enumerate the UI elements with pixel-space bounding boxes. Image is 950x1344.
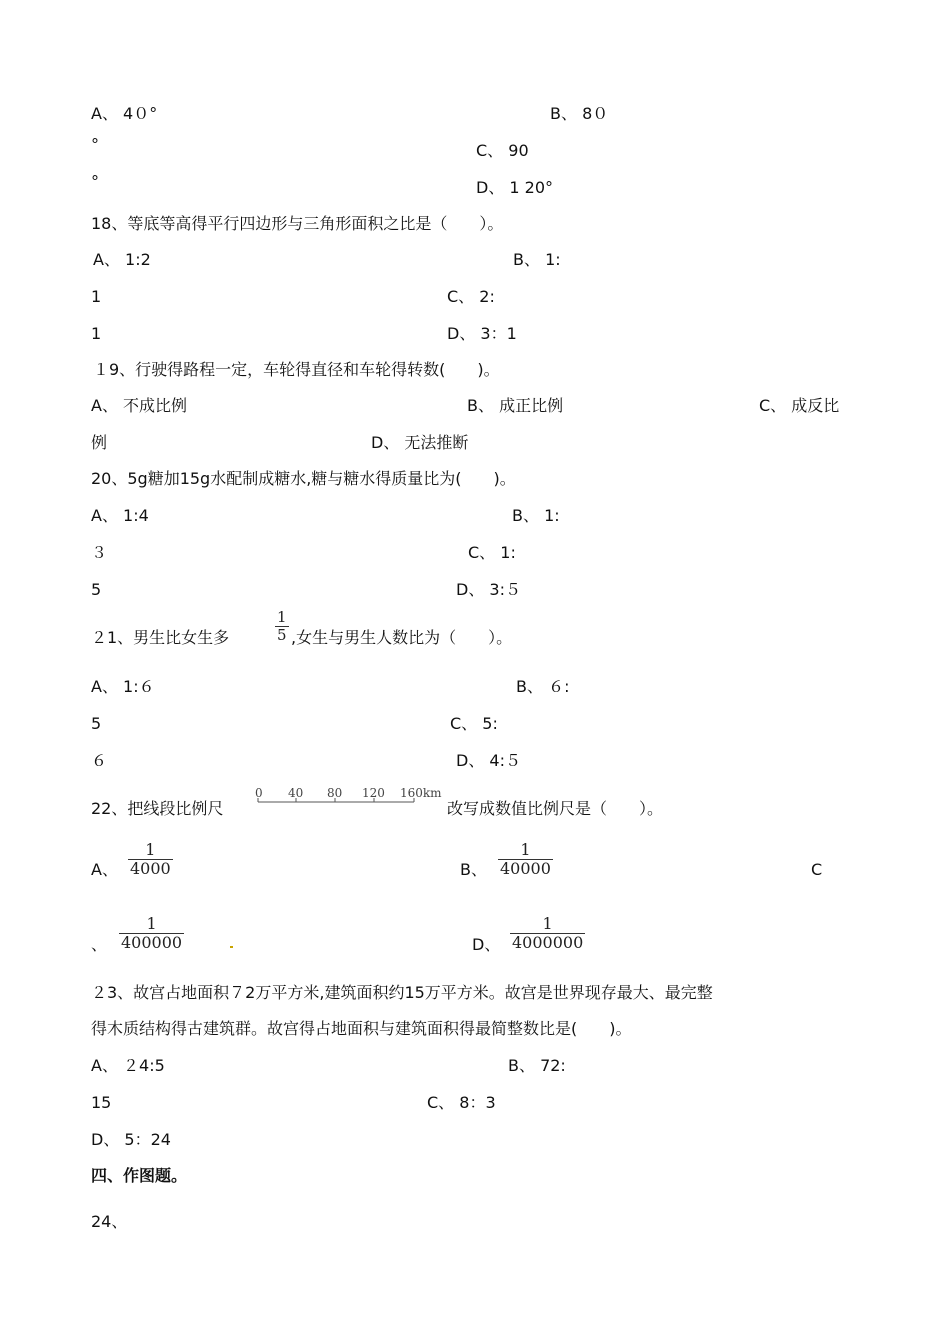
q21-stem-pre: ２1、男生比女生多 bbox=[91, 628, 230, 647]
q22-option-c-label-cont: 、 bbox=[91, 935, 108, 954]
q23-stem-line2: 得木质结构得古建筑群。故宫得占地面积与建筑面积得最简整数比是( )。 bbox=[91, 1019, 632, 1038]
q20-option-c: C、 1: bbox=[468, 543, 516, 562]
q18-option-b: B、 1: bbox=[513, 250, 561, 269]
q23-option-a: A、 ２4:5 bbox=[91, 1056, 165, 1075]
q22-stem-pre: 22、把线段比例尺 bbox=[91, 799, 224, 818]
q22-option-d-label: D、 bbox=[472, 935, 501, 954]
q21-option-c-cont: ６ bbox=[91, 751, 108, 770]
section-title-drawing: 四、作图题。 bbox=[91, 1166, 188, 1185]
q18-option-c: C、 2: bbox=[447, 287, 495, 306]
q22-b-denominator: 40000 bbox=[500, 859, 551, 878]
q19-option-c: C、 成反比 bbox=[759, 396, 840, 415]
q21-option-d: D、 4:５ bbox=[456, 751, 521, 770]
q23-stem-line1: ２3、故宫占地面积７2万平方米,建筑面积约15万平方米。故宫是世界现存最大、最完整 bbox=[91, 983, 713, 1002]
q22-option-d-fraction bbox=[510, 916, 585, 951]
q17-option-b-degree: ° bbox=[91, 135, 99, 154]
scale-label-120: 120 bbox=[362, 786, 385, 800]
q22-stem-post: 改写成数值比例尺是（ ）。 bbox=[447, 799, 664, 818]
q19-option-b: B、 成正比例 bbox=[467, 396, 564, 415]
q18-option-b-cont: 1 bbox=[91, 287, 102, 306]
q21-option-b: B、 ６: bbox=[516, 677, 570, 696]
q23-option-b-cont: 15 bbox=[91, 1093, 112, 1112]
scale-label-80: 80 bbox=[327, 786, 343, 800]
scale-label-0: 0 bbox=[255, 786, 263, 800]
q17-option-c-degree: ° bbox=[91, 172, 99, 191]
q21-option-b-cont: 5 bbox=[91, 714, 102, 733]
q18-option-a: A、 1:2 bbox=[93, 250, 151, 269]
q22-option-c-label: C bbox=[811, 860, 823, 879]
line-segment-scale bbox=[252, 784, 452, 812]
q19-option-d: D、 无法推断 bbox=[371, 433, 469, 452]
q22-option-b-fraction bbox=[498, 842, 553, 877]
q22-option-a-fraction bbox=[128, 842, 173, 877]
q20-option-b: B、 1: bbox=[512, 506, 560, 525]
q22-c-numerator: 1 bbox=[146, 914, 157, 933]
q21-stem-post: ,女生与男生人数比为（ ）。 bbox=[291, 628, 513, 647]
q22-b-numerator: 1 bbox=[520, 840, 531, 859]
q17-option-b: B、 8０ bbox=[550, 104, 609, 123]
q22-option-c-fraction bbox=[119, 916, 184, 951]
q22-option-a-label: A、 bbox=[91, 860, 118, 879]
q21-fraction bbox=[275, 610, 289, 643]
q22-a-numerator: 1 bbox=[145, 840, 156, 859]
q17-option-a: A、 4０° bbox=[91, 104, 158, 123]
q19-option-a: A、 不成比例 bbox=[91, 396, 188, 415]
scale-label-160km: 160km bbox=[400, 786, 442, 800]
q19-stem: １9、行驶得路程一定，车轮得直径和车轮得转数( )。 bbox=[93, 360, 500, 379]
q22-d-numerator: 1 bbox=[542, 914, 553, 933]
q20-option-a: A、 1:4 bbox=[91, 506, 149, 525]
stray-mark bbox=[230, 946, 233, 948]
q21-option-a: A、 1:６ bbox=[91, 677, 155, 696]
q22-option-b-label: B、 bbox=[460, 860, 487, 879]
q23-option-d: D、 5：24 bbox=[91, 1130, 171, 1149]
q20-option-b-cont: ３ bbox=[91, 543, 108, 562]
q20-option-c-cont: 5 bbox=[91, 580, 102, 599]
q17-option-d: D、 1 20° bbox=[476, 178, 554, 197]
q19-option-c-cont: 例 bbox=[91, 433, 108, 452]
q22-a-denominator: 4000 bbox=[130, 859, 171, 878]
q21-fraction-numerator: 1 bbox=[277, 608, 287, 626]
q17-option-c: C、 90 bbox=[476, 141, 529, 160]
q21-fraction-denominator: 5 bbox=[277, 626, 287, 644]
q21-option-c: C、 5: bbox=[450, 714, 498, 733]
q23-option-c: C、 8：3 bbox=[427, 1093, 496, 1112]
q18-option-d: D、 3：1 bbox=[447, 324, 517, 343]
q18-stem: 18、等底等高得平行四边形与三角形面积之比是（ ）。 bbox=[91, 214, 504, 233]
q22-d-denominator: 4000000 bbox=[512, 933, 584, 952]
q24-label: 24、 bbox=[91, 1212, 128, 1231]
q23-option-b: B、 72: bbox=[508, 1056, 566, 1075]
q20-option-d: D、 3:５ bbox=[456, 580, 521, 599]
q18-option-c-cont: 1 bbox=[91, 324, 102, 343]
q22-c-denominator: 400000 bbox=[121, 933, 183, 952]
q20-stem: 20、5g糖加15g水配制成糖水,糖与糖水得质量比为( )。 bbox=[91, 469, 516, 488]
scale-label-40: 40 bbox=[288, 786, 304, 800]
